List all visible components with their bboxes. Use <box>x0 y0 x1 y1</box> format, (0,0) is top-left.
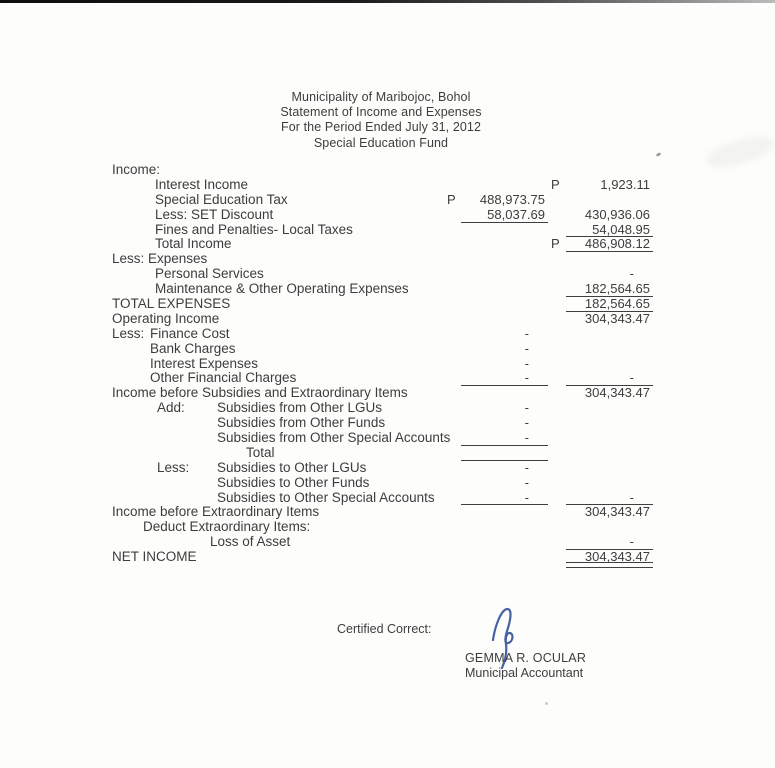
statement-row <box>0 208 775 223</box>
amount-mid: - <box>524 370 529 386</box>
statement-row <box>0 223 775 238</box>
statement-row <box>0 342 775 357</box>
row-prefix: Less: <box>157 459 190 475</box>
statement-row <box>0 476 775 491</box>
statement-row <box>0 327 775 342</box>
amount-right: - <box>629 534 634 550</box>
row-label: Deduct Extraordinary Items: <box>143 519 311 535</box>
statement-row <box>0 431 775 446</box>
amount-right: 182,564.65 <box>584 296 650 312</box>
statement-row <box>0 416 775 431</box>
statement-row <box>0 252 775 267</box>
statement-row <box>0 520 775 535</box>
fund-name: Special Education Fund <box>313 135 449 150</box>
amount-mid: - <box>524 430 529 446</box>
document-header <box>0 90 762 151</box>
row-label: Maintenance & Other Operating Expenses <box>155 281 409 297</box>
scan-edge-artifact <box>0 0 775 3</box>
amount-right: - <box>629 489 634 505</box>
amount-mid: - <box>524 415 529 431</box>
amount-mid: - <box>524 400 529 416</box>
amount-right: - <box>629 370 634 386</box>
row-label: Income before Extraordinary Items <box>112 504 320 520</box>
amount-right: 182,564.65 <box>584 281 650 297</box>
statement-row <box>0 282 775 297</box>
amount-right: 1,923.11 <box>600 176 650 192</box>
row-label: Special Education Tax <box>155 191 288 207</box>
signatory-title: Municipal Accountant <box>465 666 584 680</box>
row-label: Income before Subsidies and Extraordinary Items <box>112 385 408 401</box>
statement-row <box>0 163 775 178</box>
peso-sign: P <box>551 236 560 252</box>
statement-row <box>0 312 775 327</box>
row-label: Interest Income <box>155 176 249 192</box>
row-label: Operating Income <box>112 310 220 326</box>
statement-row <box>0 237 775 252</box>
row-prefix: Add: <box>157 400 185 416</box>
row-label: Less: SET Discount <box>155 206 274 222</box>
amount-mid: - <box>524 325 529 341</box>
row-label: Total <box>246 444 275 460</box>
statement-row <box>0 267 775 282</box>
amount-right: 304,343.47 <box>584 549 650 565</box>
amount-right: 304,343.47 <box>584 385 650 401</box>
statement-row <box>0 535 775 550</box>
row-label: Personal Services <box>155 266 264 282</box>
scan-speck-artifact <box>656 152 662 157</box>
amount-mid: - <box>524 459 529 475</box>
row-prefix: Less: <box>112 325 145 341</box>
row-label: Other Financial Charges <box>150 370 297 386</box>
statement-row <box>0 178 775 193</box>
amount-right: - <box>629 266 634 282</box>
document-title: Statement of Income and Expenses <box>280 105 482 120</box>
certified-correct-label: Certified Correct: <box>337 622 432 636</box>
statement-row <box>0 386 775 401</box>
statement-row <box>0 550 775 565</box>
amount-mid: - <box>524 489 529 505</box>
signatory-name: GEMMA R. OCULAR <box>465 651 587 665</box>
statement-row <box>0 446 775 461</box>
amount-mid: 488,973.75 <box>479 191 545 207</box>
row-label: Interest Expenses <box>150 355 259 371</box>
peso-sign: P <box>447 191 456 207</box>
row-label: Total Income <box>155 236 232 252</box>
statement-row <box>0 491 775 506</box>
row-label: Subsidies to Other Funds <box>217 474 370 490</box>
statement-body <box>0 163 775 565</box>
row-label: Less: Expenses <box>112 251 208 267</box>
scan-speck-artifact <box>545 702 548 705</box>
row-label: Fines and Penalties- Local Taxes <box>155 221 353 237</box>
amount-mid: - <box>524 474 529 490</box>
peso-sign: P <box>551 176 560 192</box>
amount-mid: 58,037.69 <box>487 206 545 222</box>
statement-row <box>0 461 775 476</box>
amount-right: 54,048.95 <box>592 221 650 237</box>
row-label: Subsidies to Other LGUs <box>217 459 367 475</box>
statement-row <box>0 297 775 312</box>
statement-row <box>0 505 775 520</box>
amount-right: 486,908.12 <box>584 236 650 252</box>
row-label: TOTAL EXPENSES <box>112 296 231 312</box>
row-label: Finance Cost <box>150 325 230 341</box>
amount-right: 304,343.47 <box>584 310 650 326</box>
period-line: For the Period Ended July 31, 2012 <box>280 120 482 135</box>
statement-row <box>0 401 775 416</box>
row-label: Bank Charges <box>150 340 236 356</box>
row-label: Subsidies from Other Funds <box>217 415 386 431</box>
statement-row <box>0 193 775 208</box>
statement-row <box>0 371 775 386</box>
row-label: NET INCOME <box>112 549 197 565</box>
amount-right: 304,343.47 <box>584 504 650 520</box>
statement-row <box>0 357 775 372</box>
double-underline-rule <box>566 562 653 568</box>
row-label: Subsidies from Other Special Accounts <box>217 430 451 446</box>
row-label: Loss of Asset <box>210 534 291 550</box>
amount-mid: - <box>524 355 529 371</box>
amount-mid: - <box>524 340 529 356</box>
row-label: Income: <box>112 162 161 177</box>
amount-right: 430,936.06 <box>584 206 650 222</box>
row-label: Subsidies to Other Special Accounts <box>217 489 435 505</box>
row-label: Subsidies from Other LGUs <box>217 400 383 416</box>
org-name: Municipality of Maribojoc, Bohol <box>291 90 471 104</box>
